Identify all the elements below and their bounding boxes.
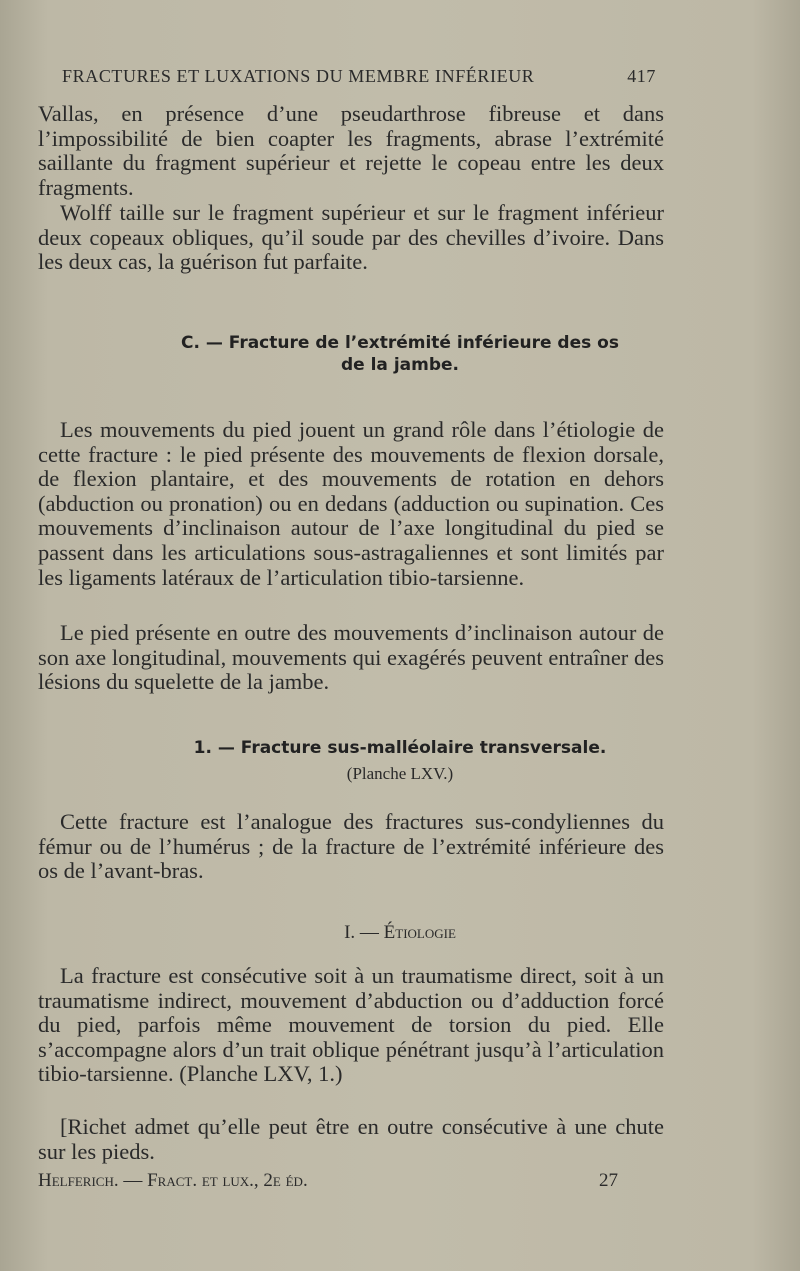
section-heading-c-line1: C. — Fracture de l’extrémité inférieure des os: [181, 333, 619, 353]
paragraph-foot-movements: Les mouvements du pied jouent un grand rôle dans l’étiologie de cette fracture : le pied présente des mouvements de flexion dorsale, de flexion plantaire, et des mouvements de rotation en dehors (abduction ou pronation) ou en dedans (adduction ou supination. Ces mouvements d’inclinaison autour de l’axe longitudinal du pied se passent dans les articulations sous-astragaliennes et sont limités par les ligaments latéraux de l’articulation tibio-tarsienne.: [38, 417, 664, 590]
etiology-heading: I. — Étiologie: [344, 922, 456, 943]
page-footer: [38, 1170, 618, 1192]
paragraph-wolff: Wolff taille sur le fragment supérieur et sur le fragment inférieur deux copeaux obliques, qu’il soude par des chevilles d’ivoire. Dans les deux cas, la guérison fut parfaite.: [38, 200, 664, 275]
section-heading-c-line2: de la jambe.: [340, 355, 459, 375]
running-title: FRACTURES ET LUXATIONS DU MEMBRE INFÉRIEUR: [62, 66, 535, 86]
page-number: 417: [627, 66, 656, 86]
paragraph-foot-inclination: Le pied présente en outre des mouvements d’inclinaison autour de son axe longitudinal, mouvements qui exagérés peuvent entraîner des lésions du squelette de la jambe.: [38, 620, 664, 695]
running-header: [62, 66, 656, 87]
paragraph-vallas: Vallas, en présence d’une pseudarthrose fibreuse et dans l’impossibilité de bien coapter les fragments, abrase l’extrémité saillante du fragment supérieur et rejette le copeau entre les deux fragments.: [38, 101, 664, 200]
paragraph-richet: [Richet admet qu’elle peut être en outre consécutive à une chute sur les pieds.: [38, 1114, 664, 1164]
subsection-heading: 1. — Fracture sus-malléolaire transversale.: [193, 738, 607, 758]
plate-reference: (Planche LXV.): [346, 764, 454, 783]
paragraph-etiology: La fracture est consécutive soit à un traumatisme direct, soit à un traumatisme indirect, mouvement d’abduction ou d’adduction forcé du pied, parfois même mouvement de torsion du pied. Elle s’accompagne alors d’un trait oblique pénétrant jusqu’à l’articulation tibio-tarsienne. (Planche LXV, 1.): [38, 963, 664, 1087]
paragraph-analogy: Cette fracture est l’analogue des fractures sus-condyliennes du fémur ou de l’humérus ; de la fracture de l’extrémité inférieure des os de l’avant-bras.: [38, 809, 664, 884]
footer-sheet-number: 27: [599, 1170, 618, 1191]
footer-signature: Helferich. — Fract. et lux., 2e éd.: [38, 1170, 308, 1191]
